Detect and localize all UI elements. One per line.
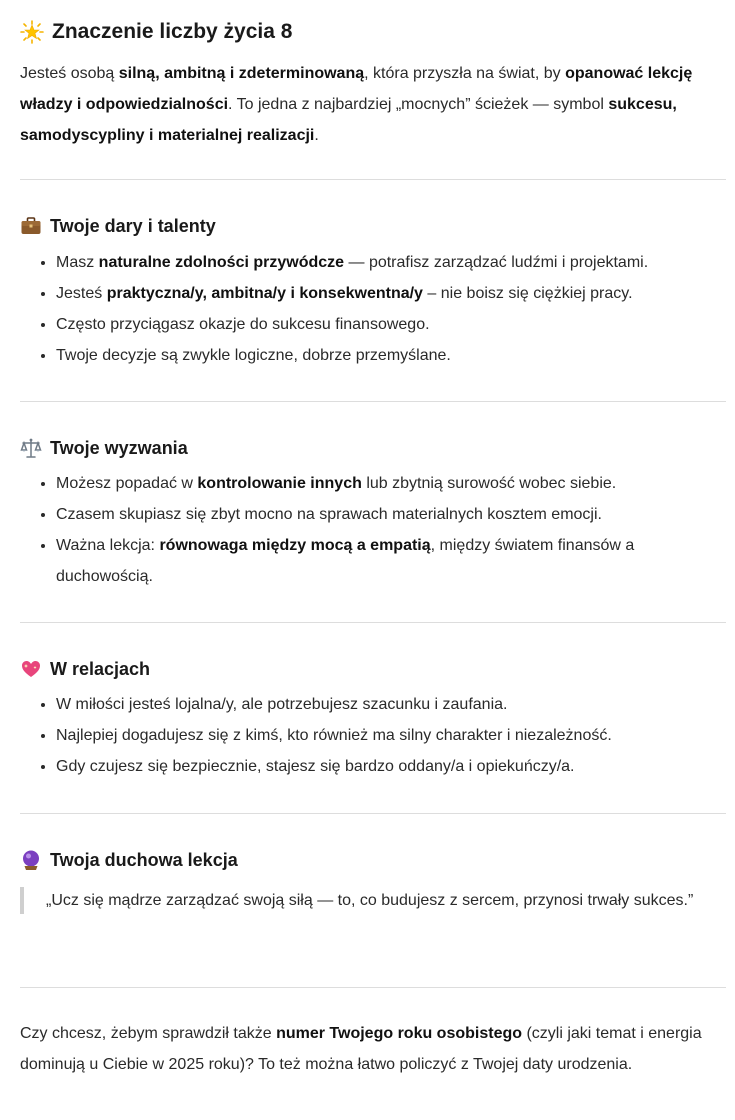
- divider: [20, 987, 726, 988]
- divider: [20, 622, 726, 623]
- section-heading-spiritual: Twoja duchowa lekcja: [20, 846, 238, 874]
- briefcase-icon: [20, 215, 42, 237]
- spiritual-quote: „Ucz się mądrze zarządzać swoją siłą — to, co budujesz z sercem, przynosi trwały sukces.”: [20, 887, 735, 914]
- relations-list: [34, 689, 716, 782]
- challenges-list: [34, 468, 716, 592]
- list-item: • Gdy czujesz się bezpiecznie, stajesz się bardzo oddany/a i opiekuńczy/a.: [56, 751, 716, 782]
- follow-up-question: Czy chcesz, żebym sprawdził także numer Twojego roku osobistego (czyli jaki temat i energia dominują u Ciebie w 2025 roku)? To też można łatwo policzyć z Twojej daty urodzenia.: [20, 1025, 702, 1073]
- sparkling-heart-icon: [20, 658, 42, 680]
- list-item: • Czasem skupiasz się zbyt mocno na sprawach materialnych kosztem emocji.: [56, 499, 716, 530]
- list-item: • Najlepiej dogadujesz się z kimś, kto również ma silny charakter i niezależność.: [56, 720, 716, 751]
- title-text: Znaczenie liczby życia 8: [52, 20, 293, 43]
- response-title: [20, 17, 292, 47]
- section-heading-relations: W relacjach: [20, 655, 150, 683]
- balance-scale-icon: [20, 437, 42, 459]
- list-item: • Często przyciągasz okazje do sukcesu finansowego.: [56, 309, 716, 340]
- gifts-list: [34, 247, 716, 371]
- list-item: • Jesteś praktyczna/y, ambitna/y i konsekwentna/y – nie boisz się ciężkiej pracy.: [56, 278, 716, 309]
- list-item: • Twoje decyzje są zwykle logiczne, dobrze przemyślane.: [56, 340, 716, 371]
- divider: [20, 401, 726, 402]
- crystal-ball-icon: [20, 849, 42, 871]
- section-heading-challenges: Twoje wyzwania: [20, 434, 188, 462]
- glowing-star-icon: [20, 20, 44, 44]
- list-item: • Masz naturalne zdolności przywódcze — potrafisz zarządzać ludźmi i projektami.: [56, 247, 716, 278]
- list-item: • Możesz popadać w kontrolowanie innych lub zbytnią surowość wobec siebie.: [56, 468, 716, 499]
- section-heading-gifts: Twoje dary i talenty: [20, 212, 216, 240]
- intro-paragraph: Jesteś osobą silną, ambitną i zdeterminowaną, która przyszła na świat, by opanować lekcję władzy i odpowiedzialności. To jedna z najbardziej „mocnych” ścieżek — symbol sukcesu, samodyscypliny i materialnej realizacji.: [20, 65, 693, 144]
- divider: [20, 813, 726, 814]
- list-item: • W miłości jesteś lojalna/y, ale potrzebujesz szacunku i zaufania.: [56, 689, 716, 720]
- divider: [20, 179, 726, 180]
- list-item: • Ważna lekcja: równowaga między mocą a empatią, między światem finansów a duchowością.: [56, 530, 716, 592]
